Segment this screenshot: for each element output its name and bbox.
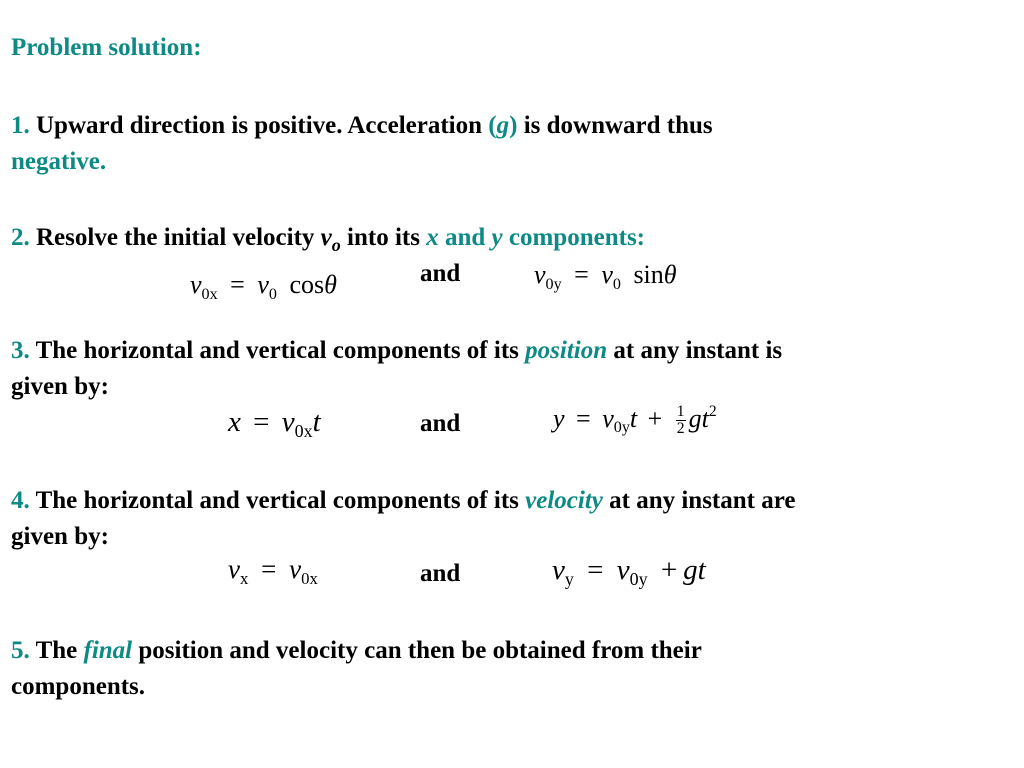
step-2-text-b: into its [340,224,427,251]
and-label-3: and [420,560,461,587]
step-1-line-1 [11,108,713,144]
step-2-x-symbol: x [426,224,439,251]
step-2-line-1 [11,220,645,257]
equation-y: $y = v_{0y}t$ + $\frac{1}{2}$ $gt^2$ [553,402,717,438]
step-2-y-symbol: y [491,224,503,251]
step-2-text-c: components: [502,224,645,251]
step-1-number: 1. [11,112,30,139]
step-3-line-2: given by: [11,373,109,400]
step-3-text-a: The horizontal and vertical components of its [35,337,526,364]
step-2-o-subscript: o [331,235,341,255]
step-5-line-1 [11,633,702,669]
step-4-velocity-word: velocity [525,487,603,514]
step-4-number: 4. [11,487,30,514]
page-title: Problem solution: [11,34,202,61]
step-3-text-b: at any instant is [607,337,783,364]
step-1-text-b: is downward thus [517,112,713,139]
step-2-number: 2. [11,224,30,251]
step-5-text-b: position and velocity can then be obtained from their [132,637,702,664]
equation-vy: $v_y = v_{0y}$ + gt [552,554,706,590]
step-1-line-2: negative. [11,148,107,175]
step-5-number: 5. [11,637,30,664]
step-3-position-word: position [525,337,608,364]
step-5-text-a: The [35,637,84,664]
step-5-final-word: final [83,637,133,664]
step-1-g-symbol: g [496,112,510,139]
step-1-paren-close: ) [509,112,518,139]
step-4-line-2: given by: [11,523,109,550]
step-2-and: and [438,224,492,251]
and-label-1: and [420,260,461,287]
step-2-v-symbol: v [320,224,332,251]
step-3-line-1 [11,333,782,369]
step-4-text-b: at any instant are [602,487,796,514]
fraction-one-half: $\frac{1}{2}$ [676,403,685,438]
equation-vx: $v_x = v_{0x}$ [228,554,318,588]
equation-v0y: $v_{0y} = v_0$ sinθ [534,260,677,293]
step-1-paren-open: ( [488,112,497,139]
step-4-text-a: The horizontal and vertical components of its [35,487,526,514]
and-label-2: and [420,410,461,437]
equation-x: $x = v_{0x}t$ [228,406,321,442]
step-3-number: 3. [11,337,30,364]
step-4-line-1 [11,483,795,519]
step-1-text-a: Upward direction is positive. Acceleration [36,112,489,139]
step-2-text-a: Resolve the initial velocity [36,224,321,251]
step-5-line-2: components. [11,673,146,700]
equation-v0x: $v_{0x} = v_0$ cosθ [190,270,337,303]
